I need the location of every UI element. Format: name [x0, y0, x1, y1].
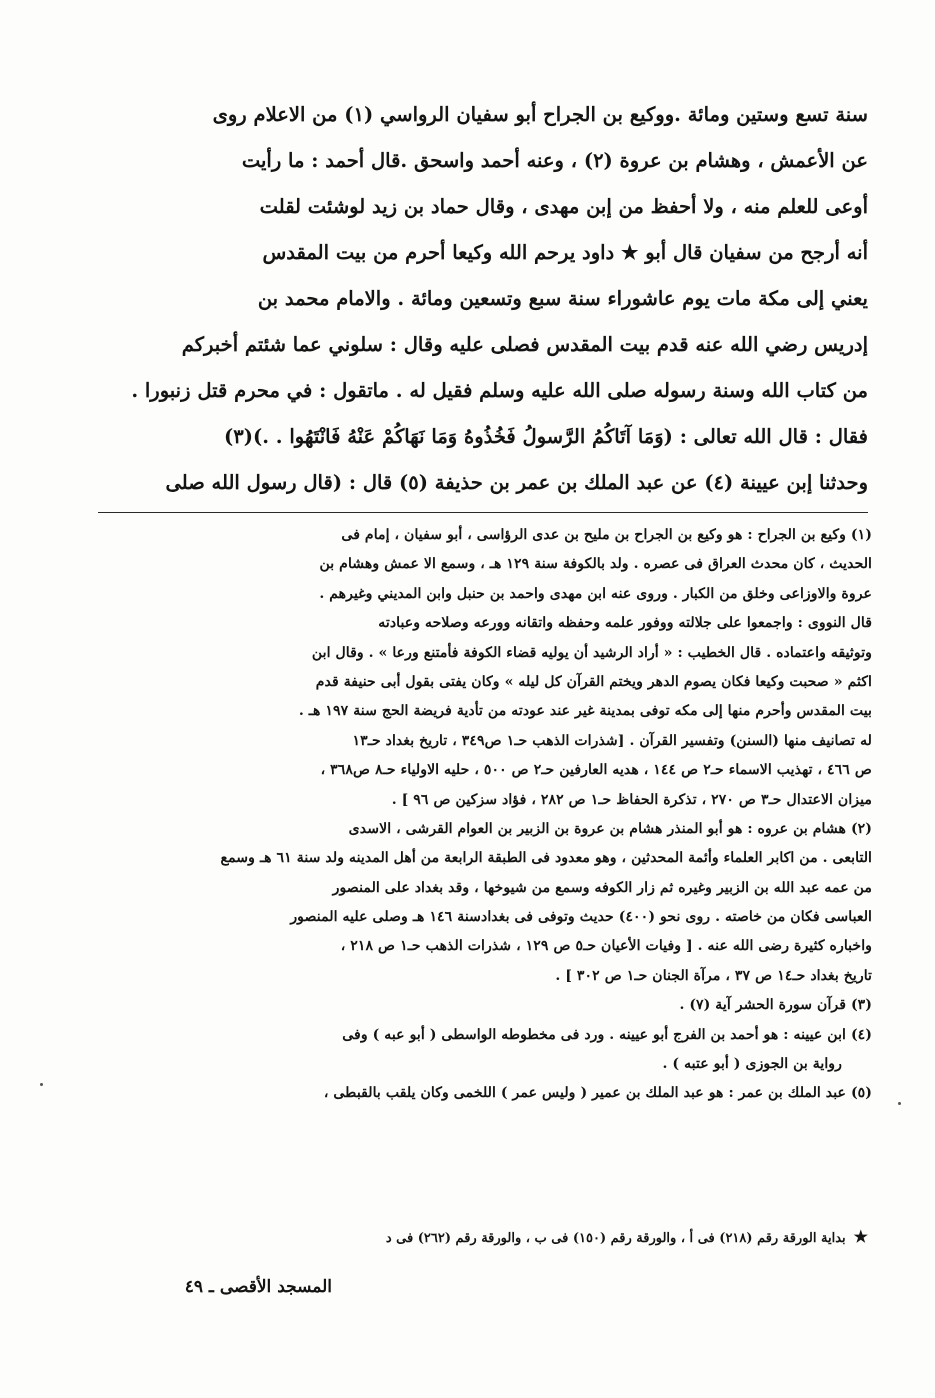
- manuscript-note: [92, 1222, 868, 1252]
- footnote-line: رواية بن الجوزى ( أبو عتبه ) .: [662, 1056, 842, 1073]
- footnote-line: العباسى فكان من خاصته . روى نحو (٤٠٠) حديث وتوفى فى بغدادسنة ١٤٦ هـ وصلى عليه المنصور: [290, 909, 872, 926]
- main-text-line: سنة تسع وستين ومائة .ووكيع بن الجراح أبو سفيان الرواسي (١) من الاعلام روى: [212, 103, 868, 126]
- footnote-line: واخباره كثيرة رضى الله عنه . [ وفيات الأعيان حـ٥ ص ١٢٩ ، شذرات الذهب حـ١ ص ٢١٨ ،: [340, 938, 872, 955]
- main-text-block: [98, 92, 868, 506]
- main-text-line: إدريس رضي الله عنه قدم بيت المقدس فصلى عليه وقال : سلوني عما شئتم أخبركم: [181, 333, 868, 356]
- scan-speck: [40, 1083, 43, 1086]
- main-text-line: وحدثنا إبن عيينة (٤) عن عبد الملك بن عمر بن حذيفة (٥) قال : (قال رسول الله صلى: [165, 471, 868, 494]
- footnote-line: ميزان الاعتدال حـ٣ ص ٢٧٠ ، تذكرة الحفاظ حـ١ ص ٢٨٢ ، فؤاد سزكين ص ٩٦ ] .: [391, 791, 872, 808]
- main-text-line: أوعى للعلم منه ، ولا أحفظ من إبن مهدى ، وقال حماد بن زيد لوشئت لقلت: [259, 195, 868, 218]
- footnote-line: (١) وكيع بن الجراح : هو وكيع بن الجراح بن مليح بن عدى الرؤاسى ، أبو سفيان ، إمام فى: [341, 527, 872, 543]
- star-icon: ★: [853, 1227, 868, 1246]
- scan-speck: [898, 1102, 901, 1105]
- main-text-line: يعني إلى مكة مات يوم عاشوراء سنة سبع وتسعين ومائة . والامام محمد بن: [257, 287, 868, 310]
- footnote-line: عروة والاوزاعى وخلق من الكبار . وروى عنه ابن مهدى واحمد بن حنبل وابن المديني وغيرهم .: [319, 585, 872, 602]
- main-text-line: أنه أرجح من سفيان قال أبو ★ داود يرحم الله وكيعا أحرم من بيت المقدس: [262, 241, 868, 264]
- footnote-line: من عمه عبد الله بن الزبير وغيره ثم زار الكوفه وسمع من شيوخها ، وقد بغداد على المنصور: [332, 879, 872, 896]
- running-footer: المسجد الأقصى ـ ٤٩: [184, 1277, 332, 1297]
- footnotes-block: [92, 521, 872, 1109]
- footnote-line: اكثم « صحبت وكيعا فكان يصوم الدهر ويختم القرآن كل ليله » وكان يفتى بقول أبى حنيفة قدم: [315, 673, 872, 690]
- footnote-line: له تصانيف منها (السنن) وتفسير القرآن . [شذرات الذهب حـ١ ص٣٤٩ ، تاريخ بغداد حـ١٣: [352, 732, 872, 749]
- footnote-line: تاريخ بغداد حـ١٤ ص ٣٧ ، مرآة الجنان حـ١ ص ٣٠٢ ] .: [555, 967, 872, 984]
- footnote-line: بيت المقدس وأحرم منها إلى مكه توفى بمدينة غير عند عودته من تأدية فريضة الحج سنة ١٩٧ هـ .: [298, 703, 872, 720]
- footnote-line: وتوثيقه واعتماده . قال الخطيب : « أراد الرشيد أن يوليه قضاء الكوفة فأمتنع ورعا » . وقال ابن: [311, 644, 872, 661]
- footnote-line: ص ٤٦٦ ، تهذيب الاسماء حـ٢ ص ١٤٤ ، هديه العارفين حـ٢ ص ٥٠٠ ، حليه الاولياء حـ٨ ص٣٦٨ ،: [320, 762, 872, 779]
- main-text-line: عن الأعمش ، وهشام بن عروة (٢) ، وعنه أحمد واسحق .قال أحمد : ما رأيت: [241, 149, 868, 172]
- footnote-line: (٤) ابن عيينه : هو أحمد بن الفرج أبو عيينه . ورد فى مخطوطه الواسطى ( أبو عبه ) وفى: [342, 1026, 872, 1043]
- manuscript-note-text: بداية الورقة رقم (٢١٨) فى أ ، والورقة رقم (١٥٠) فى ب ، والورقة رقم (٢٦٢) فى د: [385, 1231, 846, 1246]
- footnote-divider: [98, 512, 868, 513]
- footnote-line: قال النووى : واجمعوا على جلالته ووفور علمه وحفظه واتقانه وورعه وصلاحه وعبادته: [378, 615, 872, 632]
- main-text-line: من كتاب الله وسنة رسوله صلى الله عليه وسلم فقيل له . ماتقول : في محرم قتل زنبورا .: [131, 379, 868, 402]
- footnote-line: (٣) قرآن سورة الحشر آية (٧) .: [679, 997, 872, 1014]
- footnote-line: التابعى . من اكابر العلماء وأئمة المحدثين ، وهو معدود فى الطبقة الرابعة من أهل المدينه ولد سنة ٦١ هـ وسمع: [220, 850, 872, 867]
- footnote-line: الحديث ، كان محدث العراق فى عصره . ولد بالكوفة سنة ١٢٩ هـ ، وسمع الا عمش وهشام بن: [319, 556, 872, 573]
- footnote-line: (٢) هشام بن عروه : هو أبو المنذر هشام بن عروة بن الزبير بن العوام القرشى ، الاسدى: [348, 820, 872, 837]
- footnote-line: (٥) عبد الملك بن عمر : هو عبد الملك بن عمير ( وليس عمر ) اللخمى وكان يلقب بالقبطى ،: [323, 1085, 872, 1102]
- main-text-line: فقال : قال الله تعالى : (وَمَا آتَاكُمُ الرَّسولُ فَخُذُوهُ وَمَا نَهَاكُمْ عَنْهُ فَانْتَهُوا . .)(٣): [224, 425, 868, 448]
